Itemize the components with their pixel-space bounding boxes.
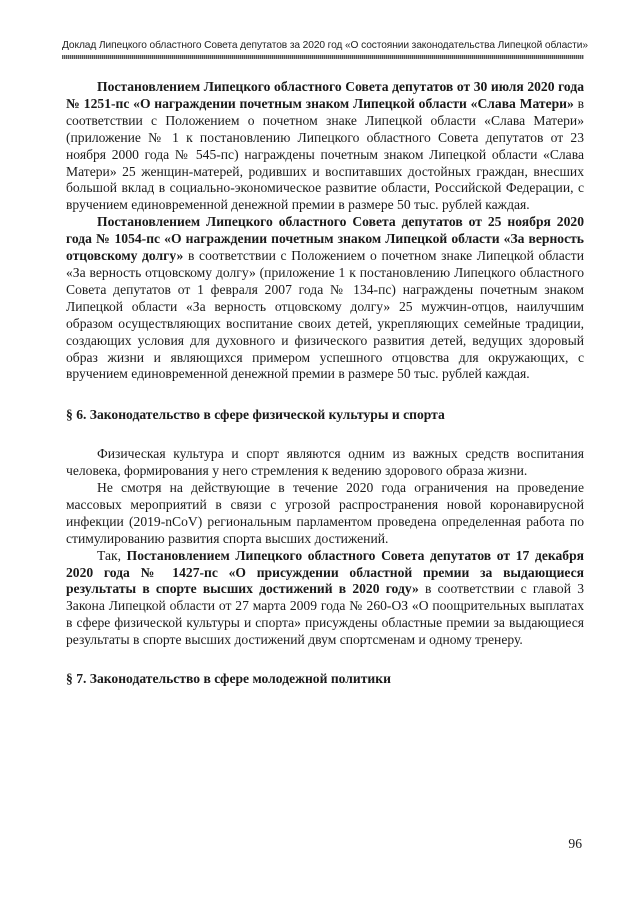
page-body [66, 79, 584, 688]
section-heading-7: § 7. Законодательство в сфере молодежной политики [66, 671, 391, 687]
paragraph-sport-premii [66, 548, 584, 649]
header-rule [62, 55, 584, 59]
paragraph-slava-materi [66, 79, 584, 214]
decree-title: Постановлением Липецкого областного Совета депутатов от 25 ноября 2020 года № 1054-пс «О награждении почетным знаком Липецкой области «За верность отцовскому долгу» [66, 214, 584, 264]
paragraph-text: в соответствии с главой 3 Закона Липецкой области от 27 марта 2009 года № 260-ОЗ «О поощрительных выплатах в сфере физической культуры и спорта» присуждены областные премии за выдающиеся результаты в спорте высших достижений двум спортсменам и одному тренеру. [66, 581, 584, 648]
running-header: Доклад Липецкого областного Совета депутатов за 2020 год «О состоянии законодательства Липецкой области» [62, 40, 588, 51]
paragraph-otcovsky-dolg [66, 214, 584, 383]
paragraph-lead: Так, [97, 547, 127, 563]
section-heading-6: § 6. Законодательство в сфере физической культуры и спорта [66, 407, 445, 423]
page-number: 96 [568, 836, 582, 851]
paragraph-sport-intro: Физическая культура и спорт являются одним из важных средств воспитания человека, формирования у него стремления к ведению здорового образа жизни. [66, 446, 584, 479]
decree-title: Постановлением Липецкого областного Совета депутатов от 30 июля 2020 года № 1251-пс «О награждении почетным знаком Липецкой области «Слава Матери» [66, 79, 584, 111]
paragraph-text: в соответствии с Положением о почетном знаке Липецкой области «За верность отцовскому долгу» (приложение 1 к постановлению Липецкого областного Совета депутатов от 1 февраля 2007 года № 134-пс) награждены почетным знаком Липецкой области «За верность отцовскому долгу» 25 мужчин-отцов, наилучшим образом осуществляющих воспитание своих детей, укрепляющих семейные традиции, создающих условия для духовного и физического развития детей, ведущих здоровый образ жизни и являющихся примером успешного отцовства для окружающих, с вручением единовременной денежной премии в размере 50 тыс. рублей каждая. [66, 248, 584, 382]
decree-title: Постановлением Липецкого областного Совета депутатов от 17 декабря 2020 года № 1427-пс «О присуждении областной премии за выдающиеся результаты в спорте высших достижений в 2020 году» [66, 547, 584, 597]
paragraph-text: в соответствии с Положением о почетном знаке Липецкой области «Слава Матери» (приложение № 1 к постановлению Липецкого областного Совета депутатов от 23 ноября 2000 года № 545-пс) награждены почетным знаком Липецкой области «Слава Матери» 25 женщин-матерей, родивших и воспитавших достойных граждан, внесших большой вклад в социально-экономическое развитие области, Российской Федерации, с вручением единовременной денежной премии в размере 50 тыс. рублей каждая. [66, 95, 584, 213]
paragraph-sport-restrictions: Не смотря на действующие в течение 2020 года ограничения на проведение массовых мероприятий в связи с угрозой распространения новой коронавирусной инфекции (2019-nCoV) региональным парламентом проведена определенная работа по стимулированию развития спорта высших достижений. [66, 480, 584, 546]
